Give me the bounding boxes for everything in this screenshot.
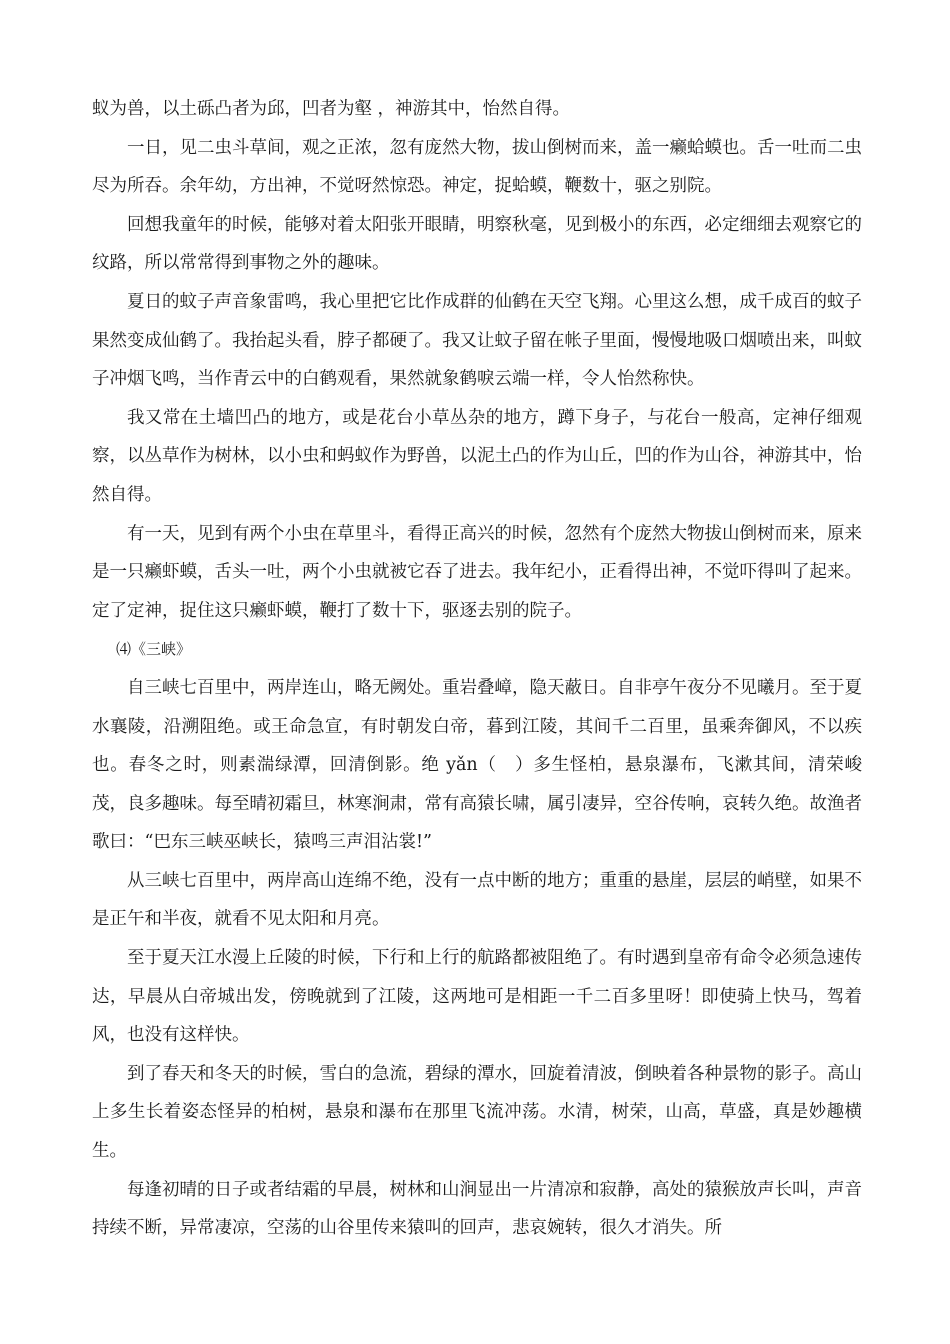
paragraph-translation-4: 有一天，见到有两个小虫在草里斗，看得正高兴的时候，忽然有个庞然大物拔山倒树而来，原来是一只癞虾蟆，舌头一吐，两个小虫就被它吞了进去。我年纪小，正看得出神，不觉吓得叫了起来。定了定神，捉住这只癞虾蟆，鞭打了数十下，驱逐去别的院子。	[92, 523, 862, 621]
paragraph-translation-2: 夏日的蚊子声音象雷鸣，我心里把它比作成群的仙鹤在天空飞翔。心里这么想，成千成百的蚊子果然变成仙鹤了。我抬起头看，脖子都硬了。我又让蚊子留在帐子里面，慢慢地吸口烟喷出来，叫蚊子冲烟飞鸣，当作青云中的白鹤观看，果然就象鹤唳云端一样，令人怡然称快。	[92, 291, 862, 390]
section-heading-sanxia: ⑷《三峡》	[116, 640, 192, 659]
paragraph-continued-text: 蚁为兽，以土砾凸者为邱，凹者为壑 ，神游其中，怡然自得。	[92, 99, 571, 119]
paragraph-sanxia-translation-4: 每逢初晴的日子或者结霜的早晨，树林和山涧显出一片清凉和寂静，高处的猿猴放声长叫，声音持续不断，异常凄凉，空荡的山谷里传来猿叫的回声，悲哀婉转，很久才消失。所	[92, 1179, 862, 1239]
paragraph-classical-story: 一日，见二虫斗草间，观之正浓，忽有庞然大物，拔山倒树而来，盖一癞蛤蟆也。舌一吐而二虫尽为所吞。余年幼，方出神，不觉呀然惊恐。神定，捉蛤蟆，鞭数十，驱之别院。	[92, 137, 862, 197]
paragraph-sanxia-original: 自三峡七百里中，两岸连山，略无阙处。重岩叠嶂，隐天蔽日。自非亭午夜分不见曦月。至于夏水襄陵，沿溯阻绝。或王命急宣，有时朝发白帝，暮到江陵，其间千二百里，虽乘奔御风，不以疾也。春冬之时，则素湍绿潭，回清倒影。绝 yǎn（ ）多生怪柏，悬泉瀑布，飞漱其间，清荣峻茂，良多趣味。每至晴初霜旦，林寒涧肃，常有高猿长啸，属引凄异，空谷传响，哀转久绝。故渔者歌曰：“巴东三峡巫峡长，猿鸣三声泪沾裳!”	[92, 677, 862, 853]
document-body	[92, 90, 862, 1248]
paragraph-translation-1: 回想我童年的时候，能够对着太阳张开眼睛，明察秋毫，见到极小的东西，必定细细去观察它的纹路，所以常常得到事物之外的趣味。	[92, 214, 862, 274]
paragraph-sanxia-translation-1: 从三峡七百里中，两岸高山连绵不绝，没有一点中断的地方；重重的悬崖，层层的峭壁，如果不是正午和半夜，就看不见太阳和月亮。	[92, 870, 862, 930]
paragraph-translation-3: 我又常在土墙凹凸的地方，或是花台小草丛杂的地方，蹲下身子，与花台一般高，定神仔细观察，以丛草作为树林，以小虫和蚂蚁作为野兽，以泥土凸的作为山丘，凹的作为山谷，神游其中，怡然自得。	[92, 407, 862, 505]
paragraph-sanxia-translation-2: 至于夏天江水漫上丘陵的时候，下行和上行的航路都被阻绝了。有时遇到皇帝有命令必须急速传达，早晨从白帝城出发，傍晚就到了江陵，这两地可是相距一千二百多里呀！即使骑上快马，驾着风，也没有这样快。	[92, 948, 862, 1046]
paragraph-sanxia-translation-3: 到了春天和冬天的时候，雪白的急流，碧绿的潭水，回旋着清波，倒映着各种景物的影子。高山上多生长着姿态怪异的柏树，悬泉和瀑布在那里飞流冲荡。水清，树荣，山高，草盛，真是妙趣横生。	[92, 1063, 862, 1162]
